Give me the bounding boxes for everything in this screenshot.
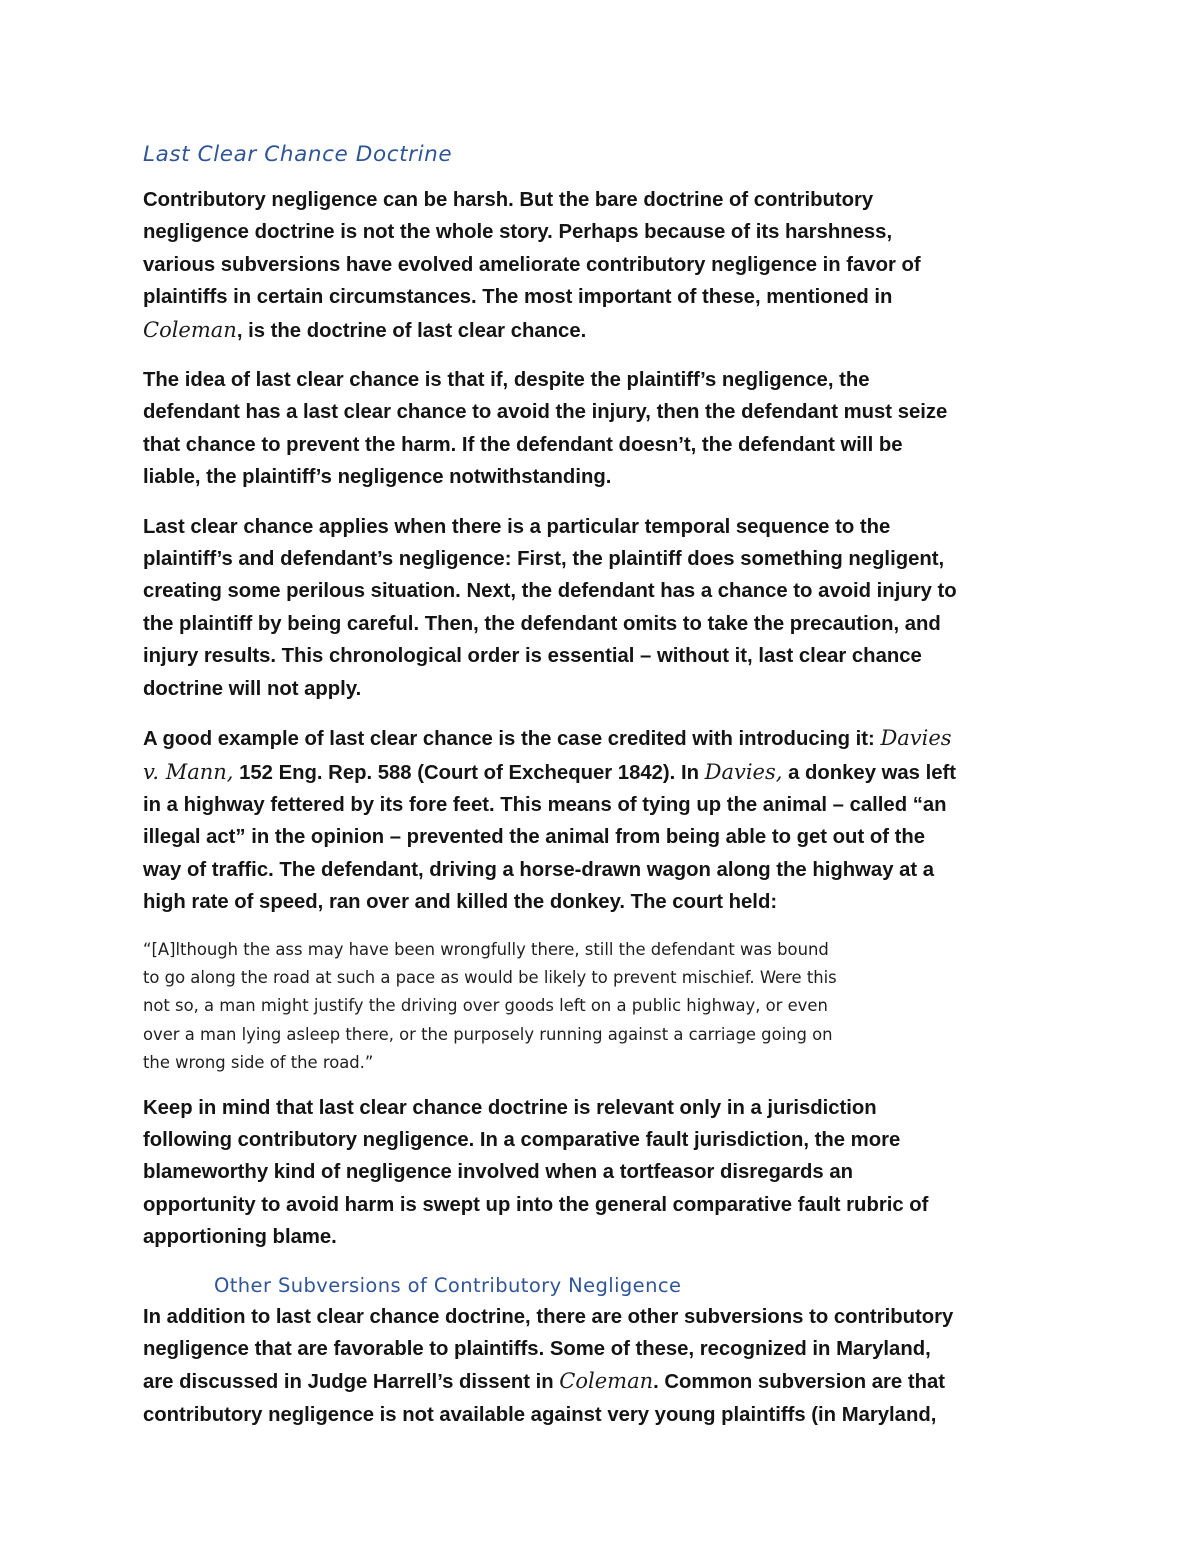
paragraph-other-subversions: [143, 1301, 958, 1432]
paragraph-text: 152 Eng. Rep. 588 (Court of Exchequer 1842). In: [233, 761, 705, 784]
paragraph-comparative-fault: Keep in mind that last clear chance doctrine is relevant only in a jurisdiction following contributory negligence. In a comparative fault jurisdiction, the more blameworthy kind of negligence involved when a tortfeasor disregards an opportunity to avoid harm is swept up into the general comparative fault rubric of apportioning blame.: [143, 1096, 929, 1249]
paragraph-davies-example: [143, 722, 958, 918]
paragraph-text: In addition to last clear chance doctrine, there are other subversions to contributory negligence that are favorable to plaintiffs. Some of these, recognized in Maryland, are discussed in Judge Harrell’s dissent in: [143, 1305, 954, 1394]
document-body: [143, 138, 958, 1448]
case-name-davies-v-mann: Davies v. Mann,: [143, 726, 952, 784]
subsection-heading: Other Subversions of Contributory Negligence: [214, 1273, 682, 1297]
paragraph-text: A good example of last clear chance is the case credited with introducing it:: [143, 728, 881, 751]
paragraph-text: . Common subversion are that contributory negligence is not available against very young plaintiffs (in Maryland,: [143, 1371, 946, 1426]
paragraph-text: Contributory negligence can be harsh. But the bare doctrine of contributory negligence doctrine is not the whole story. Perhaps because of its harshness, various subversions have evolved ameliorate contributory negligence in favor of plaintiffs in certain circumstances. The most important of these, mentioned in: [143, 189, 921, 309]
paragraph-text: a donkey was left in a highway fettered by its fore feet. This means of tying up the animal – called “an illegal act” in the opinion – prevented the animal from being able to get out of the way of traffic. The defendant, driving a horse-drawn wagon along the highway at a high rate of speed, ran over and killed the donkey. The court held:: [143, 761, 957, 914]
court-quote-block: “[A]lthough the ass may have been wrongfully there, still the defendant was bound to go along the road at such a pace as would be likely to prevent mischief. Were this not so, a man might justify the driving over goods left on a public highway, or even over a man lying asleep there, or the purposely running against a carriage going on the wrong side of the road.”: [143, 939, 837, 1073]
case-name-coleman: Coleman: [143, 317, 237, 342]
paragraph-idea-of-last-clear-chance: The idea of last clear chance is that if, despite the plaintiff’s negligence, the defendant has a last clear chance to avoid the injury, then the defendant must seize that chance to prevent the harm. If the defendant doesn’t, the defendant will be liable, the plaintiff’s negligence notwithstanding.: [143, 369, 948, 489]
case-name-davies: Davies,: [704, 759, 783, 784]
paragraph-text: , is the doctrine of last clear chance.: [236, 319, 587, 342]
section-heading: Last Clear Chance Doctrine: [143, 142, 453, 167]
case-name-coleman: Coleman: [559, 1369, 654, 1394]
paragraph-contributory-negligence: [143, 184, 958, 347]
paragraph-temporal-sequence: Last clear chance applies when there is a particular temporal sequence to the plaintiff’s and defendant’s negligence: First, the plaintiff does something negligent, creating some perilous situation. Next, the defendant has a chance to avoid injury to the plaintiff by being careful. Then, the defendant omits to take the precaution, and injury results. This chronological order is essential – without it, last clear chance doctrine will not apply.: [143, 515, 957, 700]
